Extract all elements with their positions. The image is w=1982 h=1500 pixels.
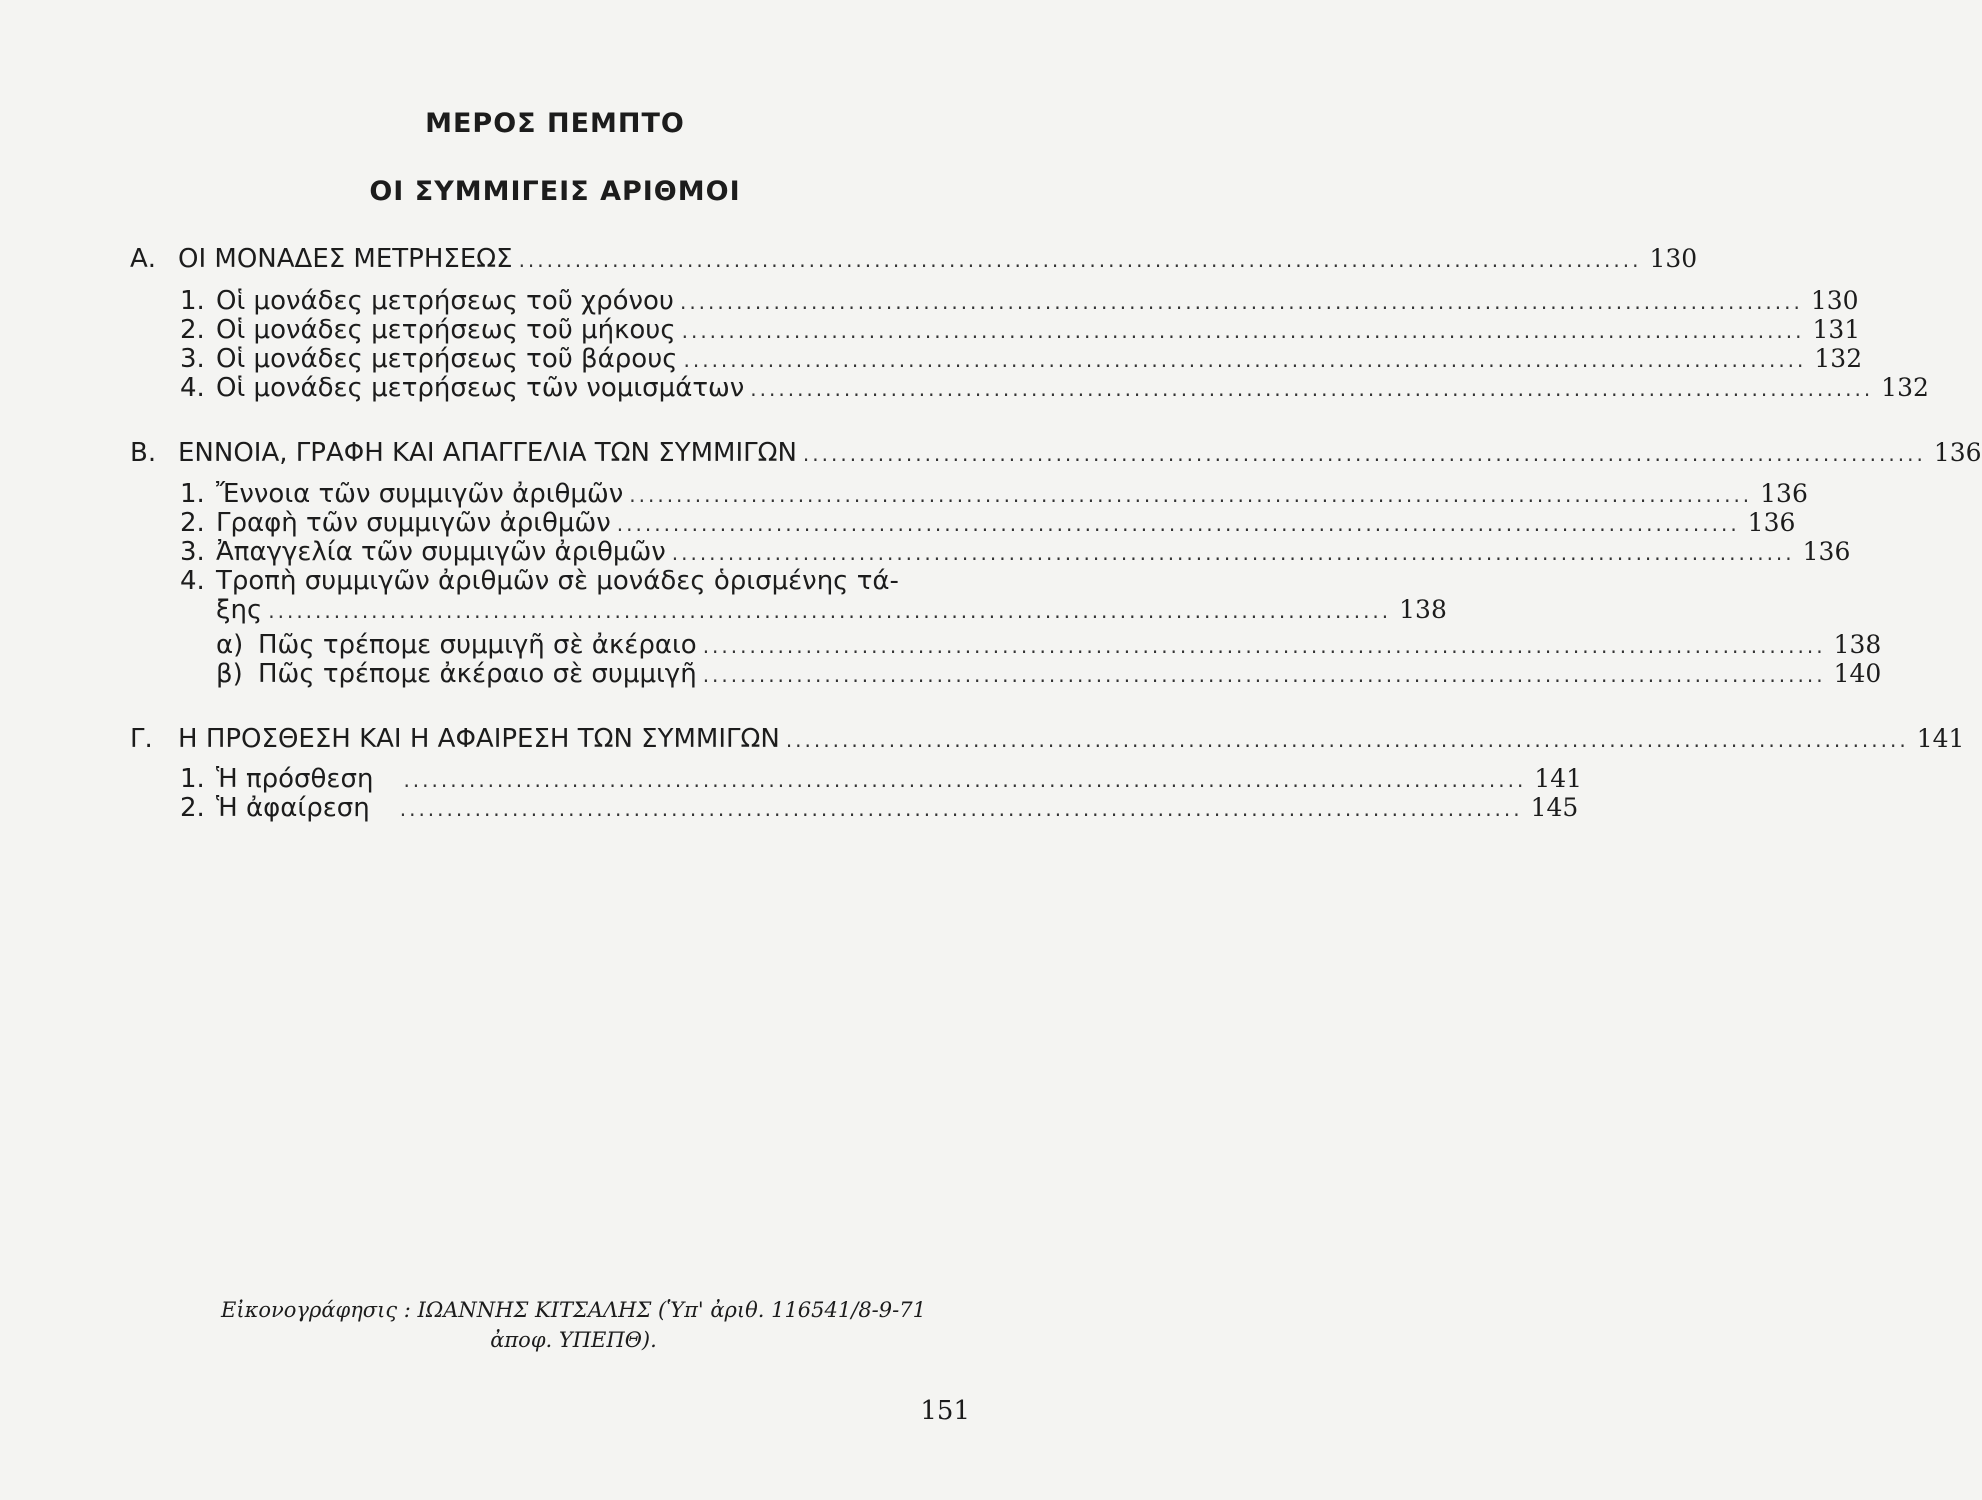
toc-item: 4. Τροπὴ συμμιγῶν ἀριθμῶν σὲ μονάδες ὁρισμένης τά- <box>180 566 899 596</box>
toc-item: 4. Οἱ μονάδες μετρήσεως τῶν νομισμάτων ........................................................................................................................ 132 <box>180 373 1929 403</box>
toc-section-c: Γ. Η ΠΡΟΣΘΕΣΗ ΚΑΙ Η ΑΦΑΙΡΕΣΗ ΤΩΝ ΣΥΜΜΙΓΩΝ ........................................................................................................................ 141 <box>130 724 1965 754</box>
leader-dots: ........................................................................................................................ <box>750 377 1874 401</box>
leader-dots: ........................................................................................................................ <box>629 483 1753 507</box>
leader-dots: ........................................................................................................................ <box>403 768 1527 792</box>
leader-dots: ........................................................................................................................ <box>518 248 1642 272</box>
page-number: 151 <box>920 1396 970 1426</box>
leader-dots: ........................................................................................................................ <box>679 290 1803 314</box>
toc-item: 1. Ἡ πρόσθεση ........................................................................................................................ 141 <box>180 764 1583 794</box>
toc-item: 2. Γραφὴ τῶν συμμιγῶν ἀριθμῶν ........................................................................................................................ 136 <box>180 508 1796 538</box>
illustration-credit: Εἰκονογράφησις : ΙΩΑΝΝΗΣ ΚΙΤΣΑΛΗΣ (Ὑπ' ἀριθ. 116541/8-9-71 <box>221 1298 926 1322</box>
leader-dots: ........................................................................................................................ <box>785 728 1909 752</box>
illustration-credit-continued: ἀποφ. ΥΠΕΠΘ). <box>490 1328 657 1352</box>
leader-dots: ........................................................................................................................ <box>268 599 1392 623</box>
toc-item: 2. Οἱ μονάδες μετρήσεως τοῦ μήκους ........................................................................................................................ 131 <box>180 315 1861 345</box>
toc-section-a: Α. ΟΙ ΜΟΝΑΔΕΣ ΜΕΤΡΗΣΕΩΣ ........................................................................................................................ 130 <box>130 244 1698 274</box>
toc-item-continuation: ξης ........................................................................................................................ 138 <box>216 595 1447 625</box>
leader-dots: ........................................................................................................................ <box>399 797 1523 821</box>
leader-dots: ........................................................................................................................ <box>683 348 1807 372</box>
leader-dots: ........................................................................................................................ <box>671 541 1795 565</box>
leader-dots: ........................................................................................................................ <box>681 319 1805 343</box>
toc-item: 3. Ἀπαγγελία τῶν συμμιγῶν ἀριθμῶν ........................................................................................................................ 136 <box>180 537 1851 567</box>
leader-dots: ........................................................................................................................ <box>802 442 1926 466</box>
toc-item: 1. Ἔννοια τῶν συμμιγῶν ἀριθμῶν ........................................................................................................................ 136 <box>180 479 1808 509</box>
leader-dots: ........................................................................................................................ <box>702 663 1826 687</box>
toc-item: 1. Οἱ μονάδες μετρήσεως τοῦ χρόνου ........................................................................................................................ 130 <box>180 286 1859 316</box>
leader-dots: ........................................................................................................................ <box>702 634 1826 658</box>
toc-section-b: Β. ΕΝΝΟΙΑ, ΓΡΑΦΗ ΚΑΙ ΑΠΑΓΓΕΛΙΑ ΤΩΝ ΣΥΜΜΙΓΩΝ ........................................................................................................................ 136 <box>130 438 1982 468</box>
toc-item: 2. Ἡ ἀφαίρεση ........................................................................................................................ 145 <box>180 793 1579 823</box>
toc-subitem: α) Πῶς τρέπομε συμμιγῆ σὲ ἀκέραιο ........................................................................................................................ 138 <box>216 630 1882 660</box>
leader-dots: ........................................................................................................................ <box>616 512 1740 536</box>
part-heading: ΜΕΡΟΣ ΠΕΜΠΤΟ <box>425 108 685 139</box>
toc-subitem: β) Πῶς τρέπομε ἀκέραιο σὲ συμμιγῆ ........................................................................................................................ 140 <box>216 659 1882 689</box>
part-title: ΟΙ ΣΥΜΜΙΓΕΙΣ ΑΡΙΘΜΟΙ <box>369 176 741 207</box>
toc-item: 3. Οἱ μονάδες μετρήσεως τοῦ βάρους ........................................................................................................................ 132 <box>180 344 1863 374</box>
